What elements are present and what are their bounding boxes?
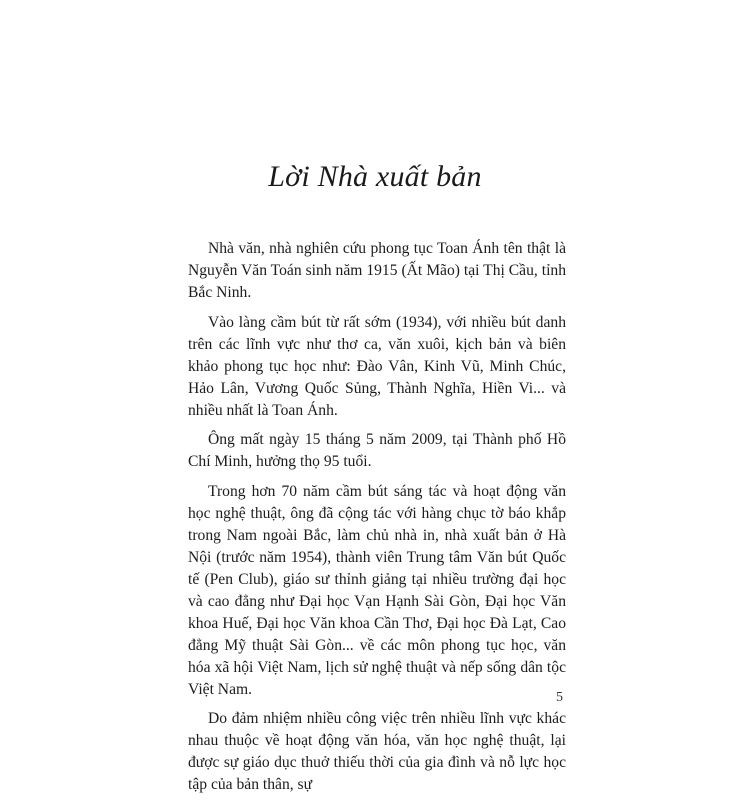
page-number: 5	[556, 690, 563, 705]
paragraph: Ông mất ngày 15 tháng 5 năm 2009, tại Thành phố Hồ Chí Minh, hưởng thọ 95 tuổi.	[188, 431, 566, 470]
paragraph: Nhà văn, nhà nghiên cứu phong tục Toan Ánh tên thật là Nguyễn Văn Toán sinh năm 1915 (Ất Mão) tại Thị Cầu, tỉnh Bắc Ninh.	[188, 240, 566, 301]
body-text	[188, 238, 566, 804]
page-title: Lời Nhà xuất bản	[268, 160, 482, 193]
paragraph: Trong hơn 70 năm cầm bút sáng tác và hoạt động văn học nghệ thuật, ông đã cộng tác với hàng chục tờ báo khắp trong Nam ngoài Bắc, làm chủ nhà in, nhà xuất bản ở Hà Nội (trước năm 1954), thành viên Trung tâm Văn bút Quốc tế (Pen Club), giáo sư thỉnh giảng tại nhiều trường đại học và cao đẳng như Đại học Vạn Hạnh Sài Gòn, Đại học Văn khoa Huế, Đại học Văn khoa Cần Thơ, Đại học Đà Lạt, Cao đẳng Mỹ thuật Sài Gòn... về các môn phong tục học, văn hóa xã hội Việt Nam, lịch sử nghệ thuật và nếp sống dân tộc Việt Nam.	[188, 482, 566, 698]
paragraph: Vào làng cầm bút từ rất sớm (1934), với nhiều bút danh trên các lĩnh vực như thơ ca, văn xuôi, kịch bản và biên khảo phong tục học như: Đào Vân, Kinh Vũ, Minh Chúc, Hảo Lân, Vương Quốc Sủng, Thành Nghĩa, Hiền Vi... và nhiều nhất là Toan Ánh.	[188, 313, 566, 419]
paragraph: Do đảm nhiệm nhiều công việc trên nhiều lĩnh vực khác nhau thuộc về hoạt động văn hóa, văn học nghệ thuật, lại được sự giáo dục thuở thiếu thời của gia đình và nỗ lực học tập của bản thân, sự	[188, 710, 566, 793]
